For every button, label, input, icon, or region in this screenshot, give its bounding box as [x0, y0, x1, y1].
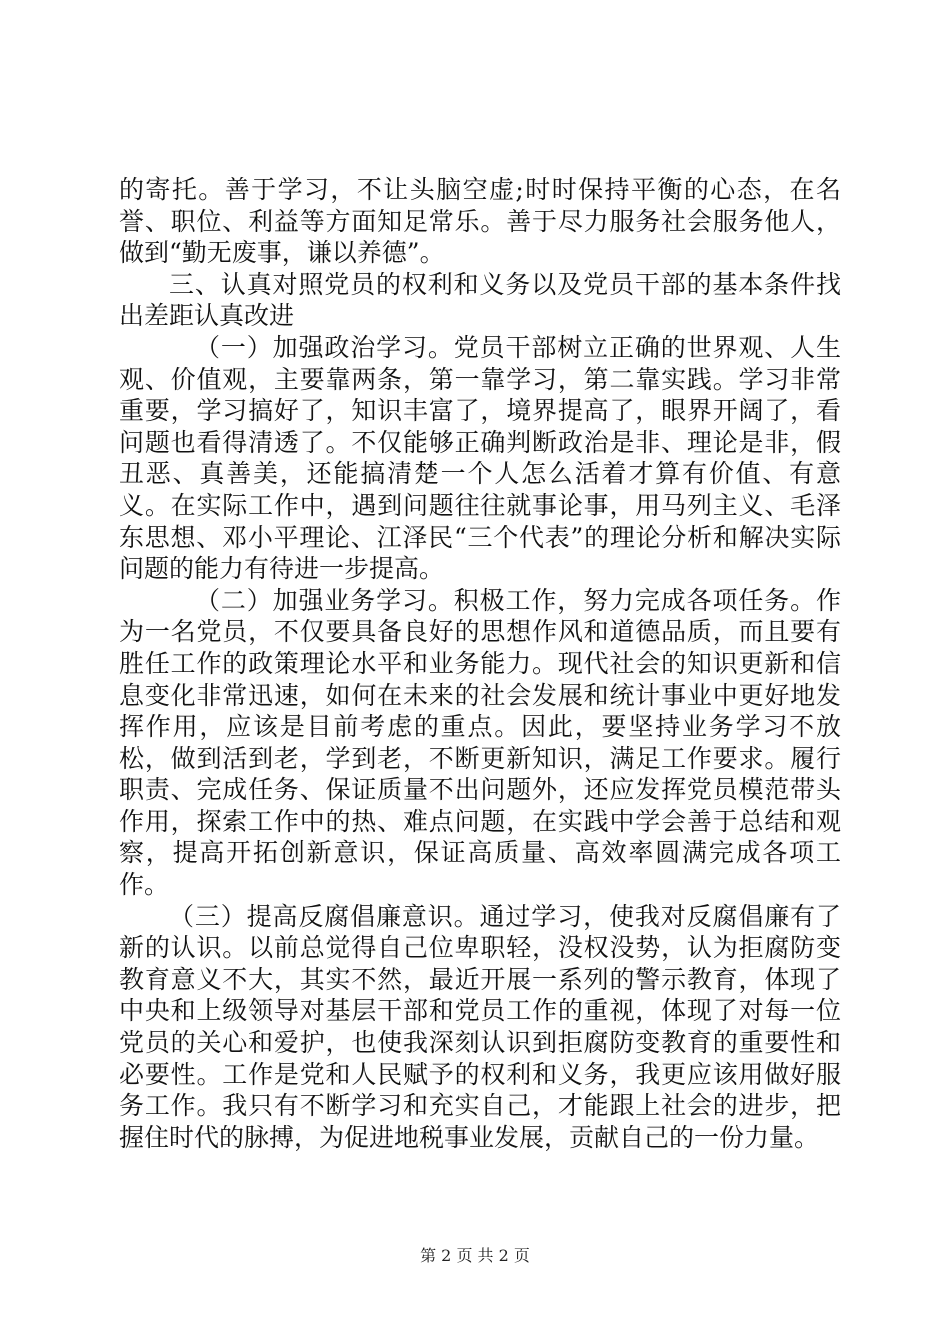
section-heading-three: 三、认真对照党员的权利和义务以及党员干部的基本条件找出差距认真改进: [119, 269, 841, 331]
paragraph-anti-corruption: （三）提高反腐倡廉意识。通过学习，使我对反腐倡廉有了新的认识。以前总觉得自己位卑职轻，没权没势，认为拒腐防变教育意义不大，其实不然，最近开展一系列的警示教育，体现了中央和上级领导对基层干部和党员工作的重视，体现了对每一位党员的关心和爱护，也使我深刻认识到拒腐防变教育的重要性和必要性。工作是党和人民赋予的权利和义务，我更应该用做好服务工作。我只有不断学习和充实自己，才能跟上社会的进步，把握住时代的脉搏，为促进地税事业发展，贡献自己的一份力量。: [119, 901, 841, 1152]
page-footer: 第 2 页 共 2 页: [420, 1246, 530, 1265]
paragraph-political-study: （一）加强政治学习。党员干部树立正确的世界观、人生观、价值观，主要靠两条，第一靠学习，第二靠实践。学习非常重要，学习搞好了，知识丰富了，境界提高了，眼界开阔了，看问题也看得清透了。不仅能够正确判断政治是非、理论是非，假丑恶、真善美，还能搞清楚一个人怎么活着才算有价值、有意义。在实际工作中，遇到问题往往就事论事，用马列主义、毛泽东思想、邓小平理论、江泽民“三个代表”的理论分析和解决实际问题的能力有待进一步提高。: [119, 332, 841, 584]
paragraph-business-study: （二）加强业务学习。积极工作，努力完成各项任务。作为一名党员，不仅要具备良好的思想作风和道德品质，而且要有胜任工作的政策理论水平和业务能力。现代社会的知识更新和信息变化非常迅速，如何在未来的社会发展和统计事业中更好地发挥作用，应该是目前考虑的重点。因此，要坚持业务学习不放松，做到活到老，学到老，不断更新知识，满足工作要求。履行职责、完成任务、保证质量不出问题外，还应发挥党员模范带头作用，探索工作中的热、难点问题，在实践中学会善于总结和观察，提高开拓创新意识，保证高质量、高效率圆满完成各项工作。: [119, 585, 841, 900]
document-body: [119, 174, 841, 1153]
paragraph-continuation: 的寄托。善于学习，不让头脑空虚;时时保持平衡的心态，在名誉、职位、利益等方面知足常乐。善于尽力服务社会服务他人，做到“勤无废事，谦以养德”。: [119, 175, 841, 268]
